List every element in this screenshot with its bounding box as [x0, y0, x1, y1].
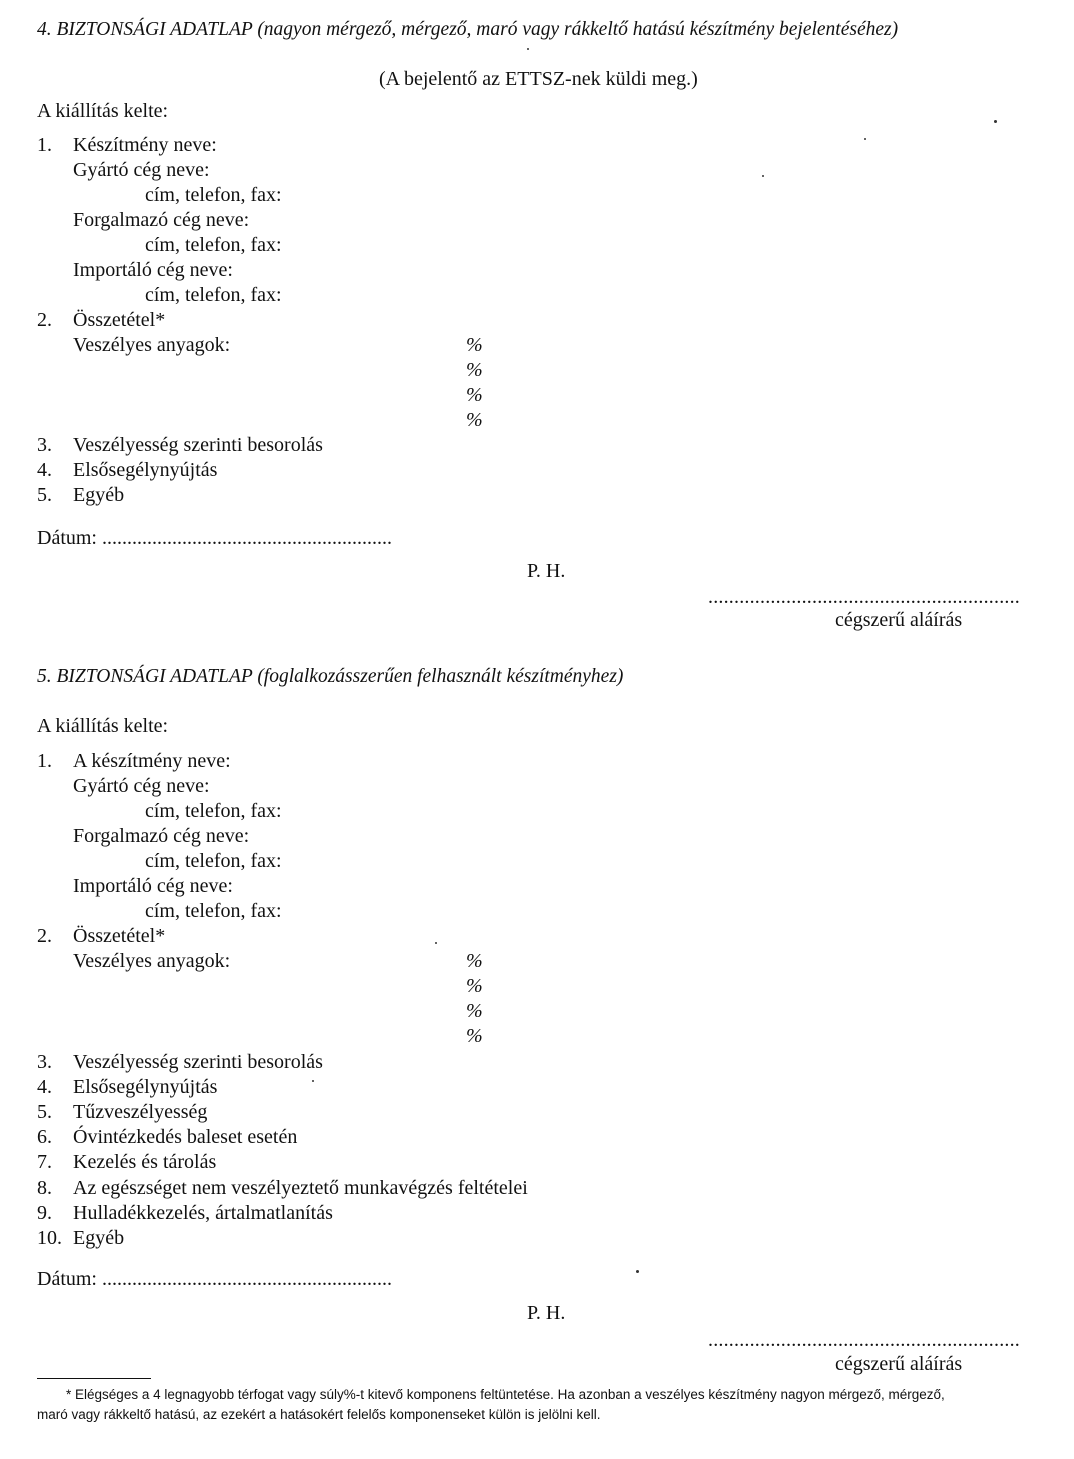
contact-label: cím, telefon, fax:: [145, 234, 282, 256]
scan-speck: [636, 1270, 639, 1273]
preparation-name-label: A készítmény neve:: [73, 750, 231, 772]
hazard-classification-label: Veszélyesség szerinti besorolás: [73, 1051, 323, 1073]
percent-sign: %: [466, 1025, 483, 1047]
fire-hazard-label: Tűzveszélyesség: [73, 1101, 208, 1123]
distributor-label: Forgalmazó cég neve:: [73, 825, 250, 847]
percent-sign: %: [466, 359, 483, 381]
signature-dotted-line: ............................................................: [708, 1329, 1020, 1351]
signature-dotted-line: ............................................................: [708, 586, 1020, 608]
importer-label: Importáló cég neve:: [73, 259, 233, 281]
date-line: [37, 1269, 392, 1289]
footnote-rule: [37, 1378, 151, 1379]
item-number: 1.: [37, 750, 52, 772]
signature-label: cégszerű aláírás: [835, 1353, 963, 1375]
stamp-label: P. H.: [527, 1302, 566, 1324]
percent-sign: %: [466, 1000, 483, 1022]
section-5-issue-date-label: A kiállítás kelte:: [37, 715, 169, 737]
scan-speck: [527, 48, 529, 50]
manufacturer-label: Gyártó cég neve:: [73, 159, 210, 181]
handling-storage-label: Kezelés és tárolás: [73, 1151, 217, 1173]
scan-speck: [762, 175, 764, 177]
section-4-title-subtitle: (nagyon mérgező, mérgező, maró vagy rákkeltő hatású készítmény bejelentéséhez): [257, 19, 899, 40]
item-number: 4.: [37, 1076, 52, 1098]
safe-work-conditions-label: Az egészséget nem veszélyeztető munkavégzés feltételei: [73, 1177, 528, 1199]
section-4-title: [37, 20, 898, 40]
accident-precautions-label: Óvintézkedés baleset esetén: [73, 1126, 298, 1148]
signature-label: cégszerű aláírás: [835, 609, 963, 631]
section-4-title-number: 4.: [37, 19, 52, 40]
item-number: 5.: [37, 1101, 52, 1123]
footnote-text-1: Elégséges a 4 legnagyobb térfogat vagy súly%-t kitevő komponens feltüntetése. Ha azonban a veszélyes készítmény nagyon mérgező, mérgező,: [75, 1387, 945, 1402]
contact-label: cím, telefon, fax:: [145, 800, 282, 822]
other-label: Egyéb: [73, 1227, 125, 1249]
distributor-label: Forgalmazó cég neve:: [73, 209, 250, 231]
section-5-title-subtitle: (foglalkozásszerűen felhasznált készítményhez): [257, 666, 624, 687]
percent-sign: %: [466, 975, 483, 997]
item-number: 8.: [37, 1177, 52, 1199]
percent-sign: %: [466, 409, 483, 431]
scan-speck: [994, 120, 997, 123]
date-label: Dátum:: [37, 527, 102, 549]
item-number: 2.: [37, 309, 52, 331]
contact-label: cím, telefon, fax:: [145, 900, 282, 922]
item-number: 3.: [37, 1051, 52, 1073]
item-number: 5.: [37, 484, 52, 506]
hazardous-substances-label: Veszélyes anyagok:: [73, 950, 231, 972]
section-5-title: [37, 667, 623, 687]
contact-label: cím, telefon, fax:: [145, 850, 282, 872]
scan-speck: [864, 138, 866, 140]
section-4-issue-date-label: A kiállítás kelte:: [37, 100, 169, 122]
waste-disposal-label: Hulladékkezelés, ártalmatlanítás: [73, 1202, 333, 1224]
date-dotted-line: ..........................................................: [102, 1268, 392, 1290]
other-label: Egyéb: [73, 484, 125, 506]
section-5-title-number: 5.: [37, 666, 52, 687]
footnote-line-1: [66, 1388, 945, 1402]
contact-label: cím, telefon, fax:: [145, 184, 282, 206]
footnote-marker: *: [66, 1387, 72, 1402]
importer-label: Importáló cég neve:: [73, 875, 233, 897]
composition-label: Összetétel*: [73, 925, 166, 947]
item-number: 4.: [37, 459, 52, 481]
percent-sign: %: [466, 384, 483, 406]
item-number: 1.: [37, 134, 52, 156]
scan-speck: [312, 1080, 314, 1082]
percent-sign: %: [466, 334, 483, 356]
date-dotted-line: ..........................................................: [102, 527, 392, 549]
item-number: 3.: [37, 434, 52, 456]
section-4-title-main: BIZTONSÁGI ADATLAP: [56, 19, 253, 40]
date-label: Dátum:: [37, 1268, 102, 1290]
item-number: 9.: [37, 1202, 52, 1224]
stamp-label: P. H.: [527, 560, 566, 582]
item-number: 7.: [37, 1151, 52, 1173]
footnote-line-2: maró vagy rákkeltő hatású, az ezekért a hatásokért felelős komponenseket külön is jelölni kell.: [37, 1407, 601, 1422]
date-line: [37, 528, 392, 548]
hazard-classification-label: Veszélyesség szerinti besorolás: [73, 434, 323, 456]
scan-speck: [435, 942, 437, 944]
section-5-title-main: BIZTONSÁGI ADATLAP: [56, 666, 253, 687]
manufacturer-label: Gyártó cég neve:: [73, 775, 210, 797]
composition-label: Összetétel*: [73, 309, 166, 331]
contact-label: cím, telefon, fax:: [145, 284, 282, 306]
item-number: 10.: [37, 1227, 62, 1249]
percent-sign: %: [466, 950, 483, 972]
first-aid-label: Elsősegélynyújtás: [73, 459, 218, 481]
preparation-name-label: Készítmény neve:: [73, 134, 217, 156]
hazardous-substances-label: Veszélyes anyagok:: [73, 334, 231, 356]
section-4-note: (A bejelentő az ETTSZ-nek küldi meg.): [379, 68, 698, 90]
item-number: 2.: [37, 925, 52, 947]
item-number: 6.: [37, 1126, 52, 1148]
first-aid-label: Elsősegélynyújtás: [73, 1076, 218, 1098]
